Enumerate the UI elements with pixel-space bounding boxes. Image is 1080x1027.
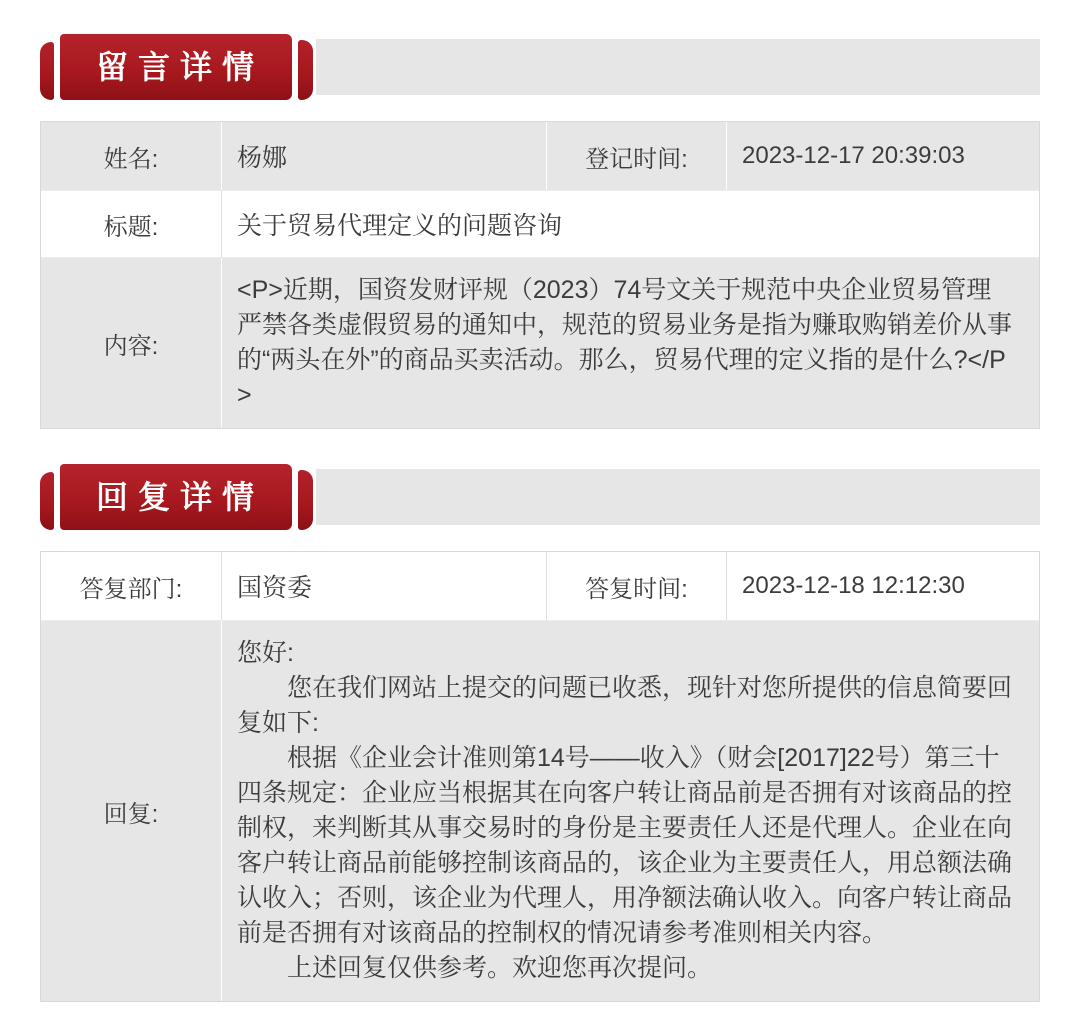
reply-label: 回复: [103, 800, 159, 828]
ribbon-left-endcap [40, 42, 54, 100]
name-value: 杨娜 [221, 122, 546, 190]
table-row [41, 620, 1039, 1001]
content-label: 内容: [103, 332, 159, 360]
subject-label: 标题: [103, 213, 159, 241]
message-detail-table [40, 121, 1040, 429]
content-text: <P>近期，国资发财评规（2023）74号文关于规范中央企业贸易管理严禁各类虚假贸易的通知中，规范的贸易业务是指为赚取购销差价从事的“两头在外”的商品买卖活动。那么，贸易代理的定义指的是什么?</P> [237, 276, 1013, 409]
register-time-label: 登记时间: [546, 122, 726, 190]
message-section-title: 留言详情 [96, 49, 265, 85]
register-time-value: 2023-12-17 20:39:03 [726, 122, 1039, 190]
reply-banner-box [60, 464, 292, 530]
table-row [41, 190, 1039, 257]
content-value [221, 258, 1039, 428]
reply-paragraph: 您好: [237, 639, 294, 667]
reply-section-banner [40, 463, 1040, 531]
subject-value: 关于贸易代理定义的问题咨询 [221, 191, 1039, 257]
reply-detail-table [40, 551, 1040, 1002]
reply-paragraph: 根据《企业会计准则第14号——收入》（财会[2017]22号）第三十四条规定：企业应当根据其在向客户转让商品前是否拥有对该商品的控制权，来判断其从事交易时的身份是主要责任人还是代理人。企业在向客户转让商品前能够控制该商品的，该企业为主要责任人，用总额法确认收入；否则，该企业为代理人，用净额法确认收入。向客户转让商品前是否拥有对该商品的控制权的情况请参考准则相关内容。 [237, 744, 1013, 947]
reply-value [221, 621, 1039, 1001]
section-gap [40, 429, 1040, 463]
ribbon-right-endcap [298, 40, 313, 100]
message-banner-box [60, 34, 292, 100]
name-label: 姓名: [103, 145, 159, 173]
table-row [41, 257, 1039, 428]
ribbon-left-endcap [40, 472, 54, 530]
table-row [41, 122, 1039, 190]
reply-dept-value: 国资委 [221, 552, 546, 620]
ribbon-right-endcap [298, 470, 313, 530]
reply-dept-label: 答复部门: [79, 575, 183, 603]
banner-grey-band [316, 469, 1040, 525]
message-section-banner [40, 33, 1040, 101]
reply-section-title: 回复详情 [96, 479, 265, 515]
table-row [41, 552, 1039, 620]
reply-paragraph: 您在我们网站上提交的问题已收悉，现针对您所提供的信息简要回复如下: [237, 674, 1013, 737]
banner-grey-band [316, 39, 1040, 95]
reply-time-value: 2023-12-18 12:12:30 [726, 552, 1039, 620]
reply-time-label: 答复时间: [546, 552, 726, 620]
reply-paragraph: 上述回复仅供参考。欢迎您再次提问。 [287, 954, 713, 982]
